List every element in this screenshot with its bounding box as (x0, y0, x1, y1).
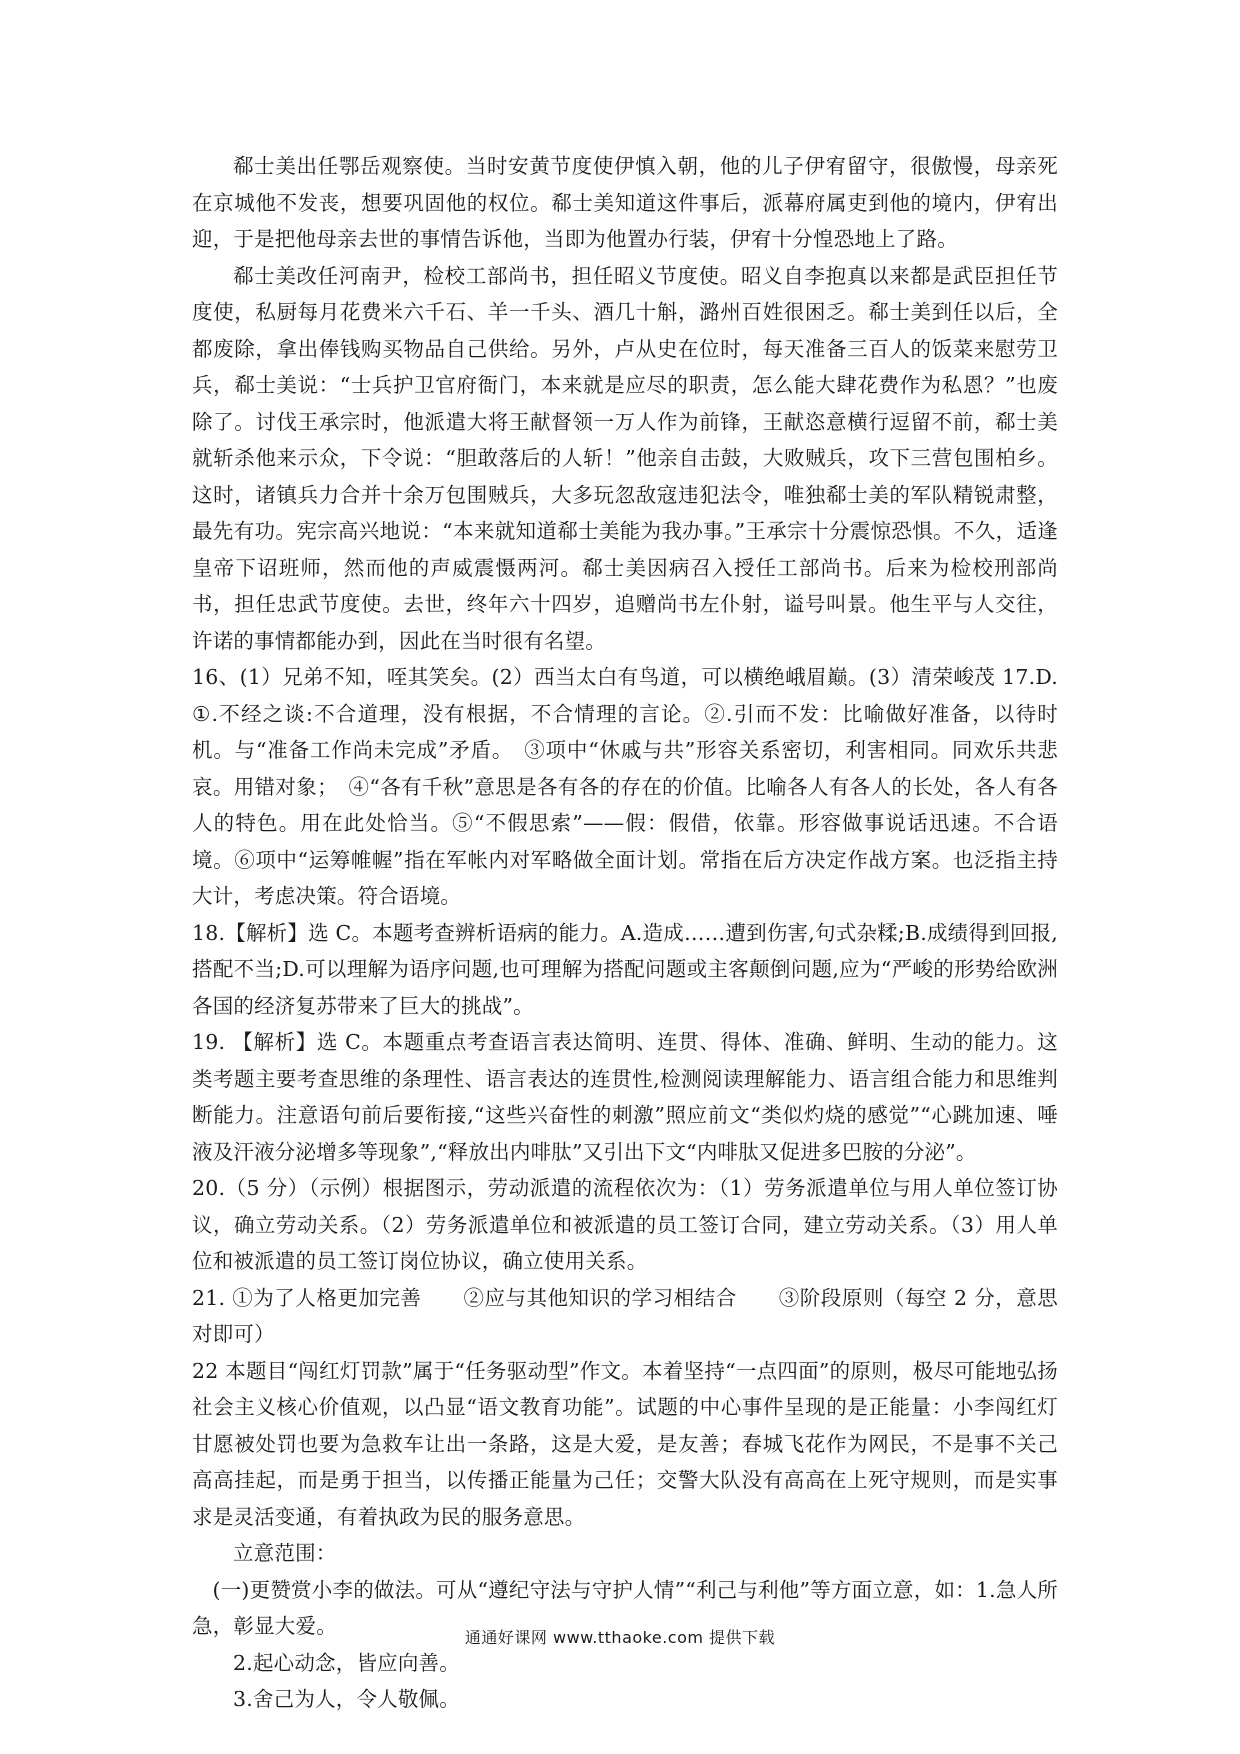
answer-19: 19. 【解析】选 C。本题重点考查语言表达简明、连贯、得体、准确、鲜明、生动的能力。这类考题主要考查思维的条理性、语言表达的连贯性,检测阅读理解能力、语言组合能力和思维判断能力。注意语句前后要衔接,“这些兴奋性的刺激”照应前文“类似灼烧的感觉”“心跳加速、唾液及汗液分泌增多等现象”,“释放出内啡肽”又引出下文“内啡肽又促进多巴胺的分泌”。 (192, 1030, 1058, 1164)
answer-18: 18.【解析】选 C。本题考查辨析语病的能力。A.造成……遭到伤害,句式杂糅;B.成绩得到回报,搭配不当;D.可以理解为语序问题,也可理解为搭配问题或主客颠倒问题,应为“严峻的形势给欧洲各国的经济复苏带来了巨大的挑战”。 (192, 920, 1058, 1018)
answer-22: 22 本题目“闯红灯罚款”属于“任务驱动型”作文。本着坚持“一点四面”的原则，极尽可能地弘扬社会主义核心价值观，以凸显“语文教育功能”。试题的中心事件呈现的是正能量：小李闯红灯甘愿被处罚也要为急救车让出一条路，这是大爱，是友善；春城飞花作为网民，不是事不关己高高挂起，而是勇于担当，以传播正能量为己任；交警大队没有高高在上死守规则，而是实事求是灵活变通，有着执政为民的服务意思。 (192, 1358, 1058, 1529)
intent-item-3: 3.舍己为人，令人敬佩。 (233, 1687, 460, 1711)
page-footer: 通通好课网 www.tthaoke.com 提供下载 (464, 1628, 776, 1647)
answer-21: 21. ①为了人格更加完善 ②应与其他知识的学习相结合 ③阶段原则（每空 2 分，意思对即可） (192, 1285, 1058, 1346)
document-body (192, 148, 1058, 1718)
intent-item-2: 2.起心动念，皆应向善。 (233, 1650, 460, 1675)
intent-range-heading: 立意范围： (233, 1541, 337, 1565)
paragraph-1: 郗士美出任鄂岳观察使。当时安黄节度使伊慎入朝，他的儿子伊宥留守，很傲慢，母亲死在京城他不发丧，想要巩固他的权位。郗士美知道这件事后，派幕府属吏到他的境内，伊宥出迎，于是把他母亲去世的事情告诉他，当即为他置办行装，伊宥十分惶恐地上了路。 (192, 154, 1058, 251)
intent-item-1: (一)更赞赏小李的做法。可从“遵纪守法与守护人情”“利己与利他”等方面立意，如：1.急人所急，彰显大爱。 (192, 1577, 1058, 1638)
paragraph-2: 郗士美改任河南尹，检校工部尚书，担任昭义节度使。昭义自李抱真以来都是武臣担任节度使，私厨每月花费米六千石、羊一千头、酒几十斛，潞州百姓很困乏。郗士美到任以后，全都废除，拿出俸钱购买物品自己供给。另外，卢从史在位时，每天准备三百人的饭菜来慰劳卫兵，郗士美说：“士兵护卫官府衙门，本来就是应尽的职责，怎么能大肆花费作为私恩？”也废除了。讨伐王承宗时，他派遣大将王献督领一万人作为前锋，王献恣意横行逗留不前，郗士美就斩杀他来示众，下令说：“胆敢落后的人斩！”他亲自击鼓，大败贼兵，攻下三营包围柏乡。这时，诸镇兵力合并十余万包围贼兵，大多玩忽敌寇违犯法令，唯独郗士美的军队精锐肃整，最先有功。宪宗高兴地说：“本来就知道郗士美能为我办事。”王承宗十分震惊恐惧。不久，适逢皇帝下诏班师，然而他的声威震慑两河。郗士美因病召入授任工部尚书。后来为检校刑部尚书，担任忠武节度使。去世，终年六十四岁，追赠尚书左仆射，谥号叫景。他生平与人交往，许诺的事情都能办到，因此在当时很有名望。 (192, 263, 1058, 653)
answer-16-17: 16、(1）兄弟不知，咥其笑矣。(2）西当太白有鸟道，可以横绝峨眉巅。(3）清荣峻茂 17.D. ①.不经之谈:不合道理，没有根据，不合情理的言论。②.引而不发：比喻做好准备，以待时机。与“准备工作尚未完成”矛盾。 ③项中“休戚与共”形容关系密切，利害相同。同欢乐共悲哀。用错对象； ④“各有千秋”意思是各有各的存在的价值。比喻各人有各人的长处，各人有各人的特色。用在此处恰当。⑤“不假思索”——假：假借，依靠。形容做事说话迅速。不合语境。⑥项中“运筹帷幄”指在军帐内对军略做全面计划。常指在后方决定作战方案。也泛指主持大计，考虑决策。符合语境。 (192, 665, 1058, 908)
answer-20: 20.（5 分）（示例）根据图示，劳动派遣的流程依次为：（1）劳务派遣单位与用人单位签订协议，确立劳动关系。（2）劳务派遣单位和被派遣的员工签订合同，建立劳动关系。（3）用人单位和被派遣的员工签订岗位协议，确立使用关系。 (192, 1176, 1058, 1273)
